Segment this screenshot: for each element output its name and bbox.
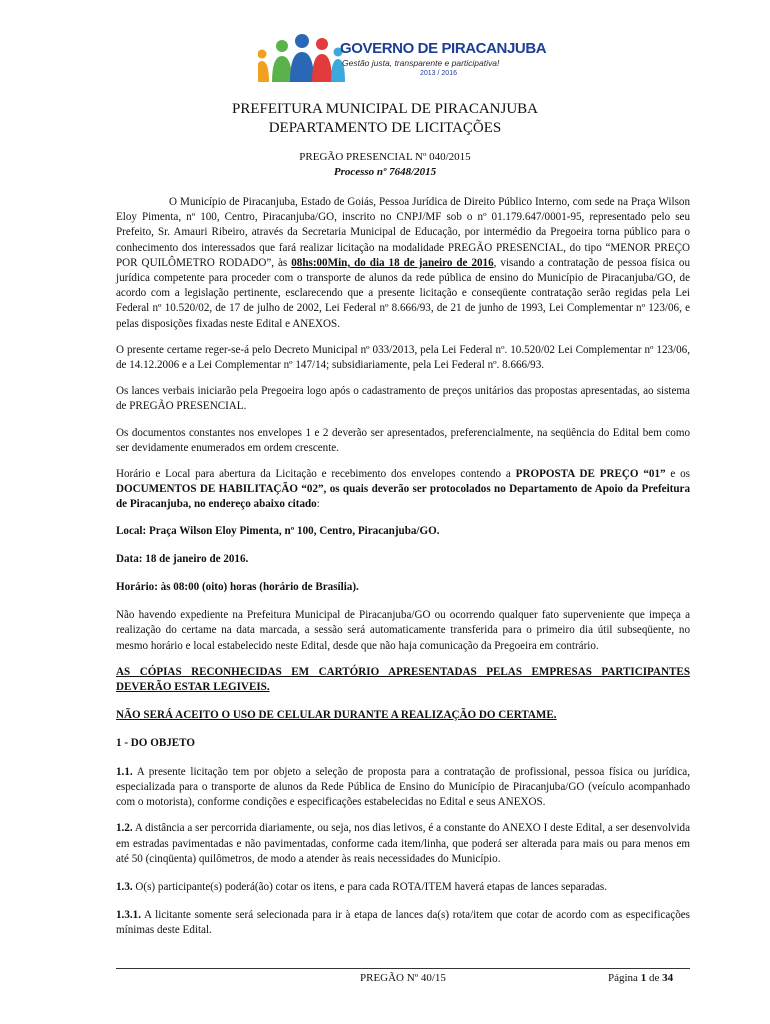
local-line: Local: Praça Wilson Eloy Pimenta, nº 100, Centro, Piracanjuba/GO.	[116, 524, 440, 537]
logo-title: GOVERNO DE PIRACANJUBA	[340, 40, 547, 57]
item-1-1	[116, 765, 690, 811]
paragraph-regulation: O presente certame reger-se-á pelo Decreto Municipal nº 033/2013, pela Lei Federal nº. 10.520/02 Lei Complementar nº 123/06, de 14.12.2006 e a Lei Complementar nº 147/14; subsidiariamente, pela Lei Federal nº. 8.666/93.	[116, 343, 690, 372]
intro-date-highlight: 08hs:00Min, do dia 18 de janeiro de 2016	[291, 256, 494, 269]
horario-line: Horário: às 08:00 (oito) horas (horário de Brasília).	[116, 581, 359, 594]
hl-proposta: PROPOSTA DE PREÇO “01”	[515, 468, 666, 481]
hl-colon: :	[316, 498, 320, 511]
document-body	[116, 195, 690, 950]
paragraph-expediente: Não havendo expediente na Prefeitura Municipal de Piracanjuba/GO ou ocorrendo qualquer fato superveniente que impeça a realização do certame na data marcada, a sessão será automaticamente transferida para o primeiro dia útil subseqüente, no mesmo horário e local estabelecido neste Edital, desde que não haja comunicação da Pregoeira em contrário.	[116, 609, 690, 652]
pregao-number: PREGÃO PRESENCIAL Nº 040/2015	[299, 151, 471, 163]
section-heading-objeto: 1 - DO OBJETO	[116, 737, 196, 750]
item-number: 1.3.1.	[116, 909, 141, 922]
item-text: A presente licitação tem por objeto a seleção de proposta para a contratação de profissional, pessoa física ou jurídica, especializada para o transporte de alunos da Rede Pública de Ensino do Município de Piracanjuba/GO (veículo acompanhado com o motorista), conforme condições e especificações estabelecidas no Edital e seus ANEXOS.	[116, 765, 690, 809]
item-text: O(s) participante(s) poderá(ão) cotar os itens, e para cada ROTA/ITEM haverá etapas de lances separadas.	[132, 880, 608, 893]
logo-years: 2013 / 2016	[420, 70, 457, 77]
item-1-2	[116, 821, 690, 867]
paragraph-lances: Os lances verbais iniciarão pela Pregoeira logo após o cadastramento de preços unitários das propostas apresentadas, ao sistema de PREGÃO PRESENCIAL.	[116, 385, 690, 413]
hl-text-2: e os	[665, 468, 690, 481]
paragraph-horario-local	[116, 467, 690, 513]
item-number: 1.2.	[116, 822, 133, 835]
paragraph-intro	[116, 195, 690, 332]
item-1-3	[116, 880, 690, 895]
intro-text: O Município de Piracanjuba, Estado de Goiás, Pessoa Jurídica de Direito Público Interno, com sede na Praça Wilson Eloy Pimenta, nº 100, Centro, Piracanjuba/GO, inscrito no CNPJ/MF sob o nº 01.179.647/0001-95, representado pelo seu Prefeito, Sr. Amauri Ribeiro, através da Secretaria Municipal de Educação, por intermédio da Pregoeira torna público para o conhecimento dos interessados que fará realizar licitação na modalidade PREGÃO PRESENCIAL, do tipo “MENOR PREÇO POR QUILÔMETRO RODADO”, às	[116, 196, 690, 269]
processo-number: Processo nº 7648/2015	[333, 166, 437, 178]
warning-copias: AS CÓPIAS RECONHECIDAS EM CARTÓRIO APRESENTADAS PELAS EMPRESAS PARTICIPANTES DEVERÃO ESTAR LEGIVEIS.	[116, 665, 690, 694]
item-text: A licitante somente será selecionada para ir à etapa de lances da(s) rota/item que cotar de acordo com as especificações mínimas deste Edital.	[116, 909, 690, 937]
intro-text-cont: , visando a contratação de pessoa física ou jurídica competente para proceder com o transporte de alunos da rede pública de ensino do Município de Piracanjuba/GO, de acordo com a legislação pertinente, esclarecendo que a presente licitação e conseqüente contratação serão regidas pela Lei Federal nº 10.520/02, de 17 de julho de 2002, Lei Federal nº 8.666/93, de 21 de junho de 1993, Lei Complementar nº 123/06, e pelas disposições fixadas neste Edital e ANEXOS.	[116, 256, 690, 330]
footer-page-number	[608, 972, 673, 984]
item-text: A distância a ser percorrida diariamente, ou seja, nos dias letivos, é a constante do ANEXO I deste Edital, a ser desenvolvida em estradas pavimentadas e não pavimentadas, conforme cada item/linha, que poderá ser alterada para mais ou para menos em até 50 (cinqüenta) quilômetros, de modo a atender às reais necessidades do Município.	[116, 822, 690, 865]
item-1-3-1	[116, 908, 690, 938]
page-mid: de	[646, 972, 663, 984]
logo-subtitle: Gestão justa, transparente e participativa!	[342, 58, 500, 68]
footer-divider	[116, 968, 690, 969]
footer-pregao: PREGÃO Nº 40/15	[360, 972, 446, 984]
item-number: 1.3.	[116, 880, 133, 893]
hl-text: Horário e Local para abertura da Licitação e recebimento dos envelopes contendo a	[116, 468, 516, 481]
paragraph-documentos: Os documentos constantes nos envelopes 1 e 2 deverão ser apresentados, preferencialmente, na seqüência do Edital bem como ser devidamente enumerados em ordem crescente.	[116, 426, 690, 454]
hl-documentos: DOCUMENTOS DE HABILITAÇÃO “02”, os quais deverão ser protocolados no Departamento de Apoio da Prefeitura de Piracanjuba, no endereço abaixo citado	[116, 483, 690, 511]
header-prefeitura: PREFEITURA MUNICIPAL DE PIRACANJUBA	[231, 101, 538, 117]
page-total: 34	[662, 972, 674, 984]
page-prefix: Página	[608, 972, 641, 984]
page-current: 1	[640, 972, 647, 984]
header-departamento: DEPARTAMENTO DE LICITAÇÕES	[268, 120, 502, 136]
item-number: 1.1.	[116, 765, 133, 778]
data-line: Data: 18 de janeiro de 2016.	[116, 552, 249, 565]
warning-celular: NÃO SERÁ ACEITO O USO DE CELULAR DURANTE A REALIZAÇÃO DO CERTAME.	[116, 709, 557, 722]
